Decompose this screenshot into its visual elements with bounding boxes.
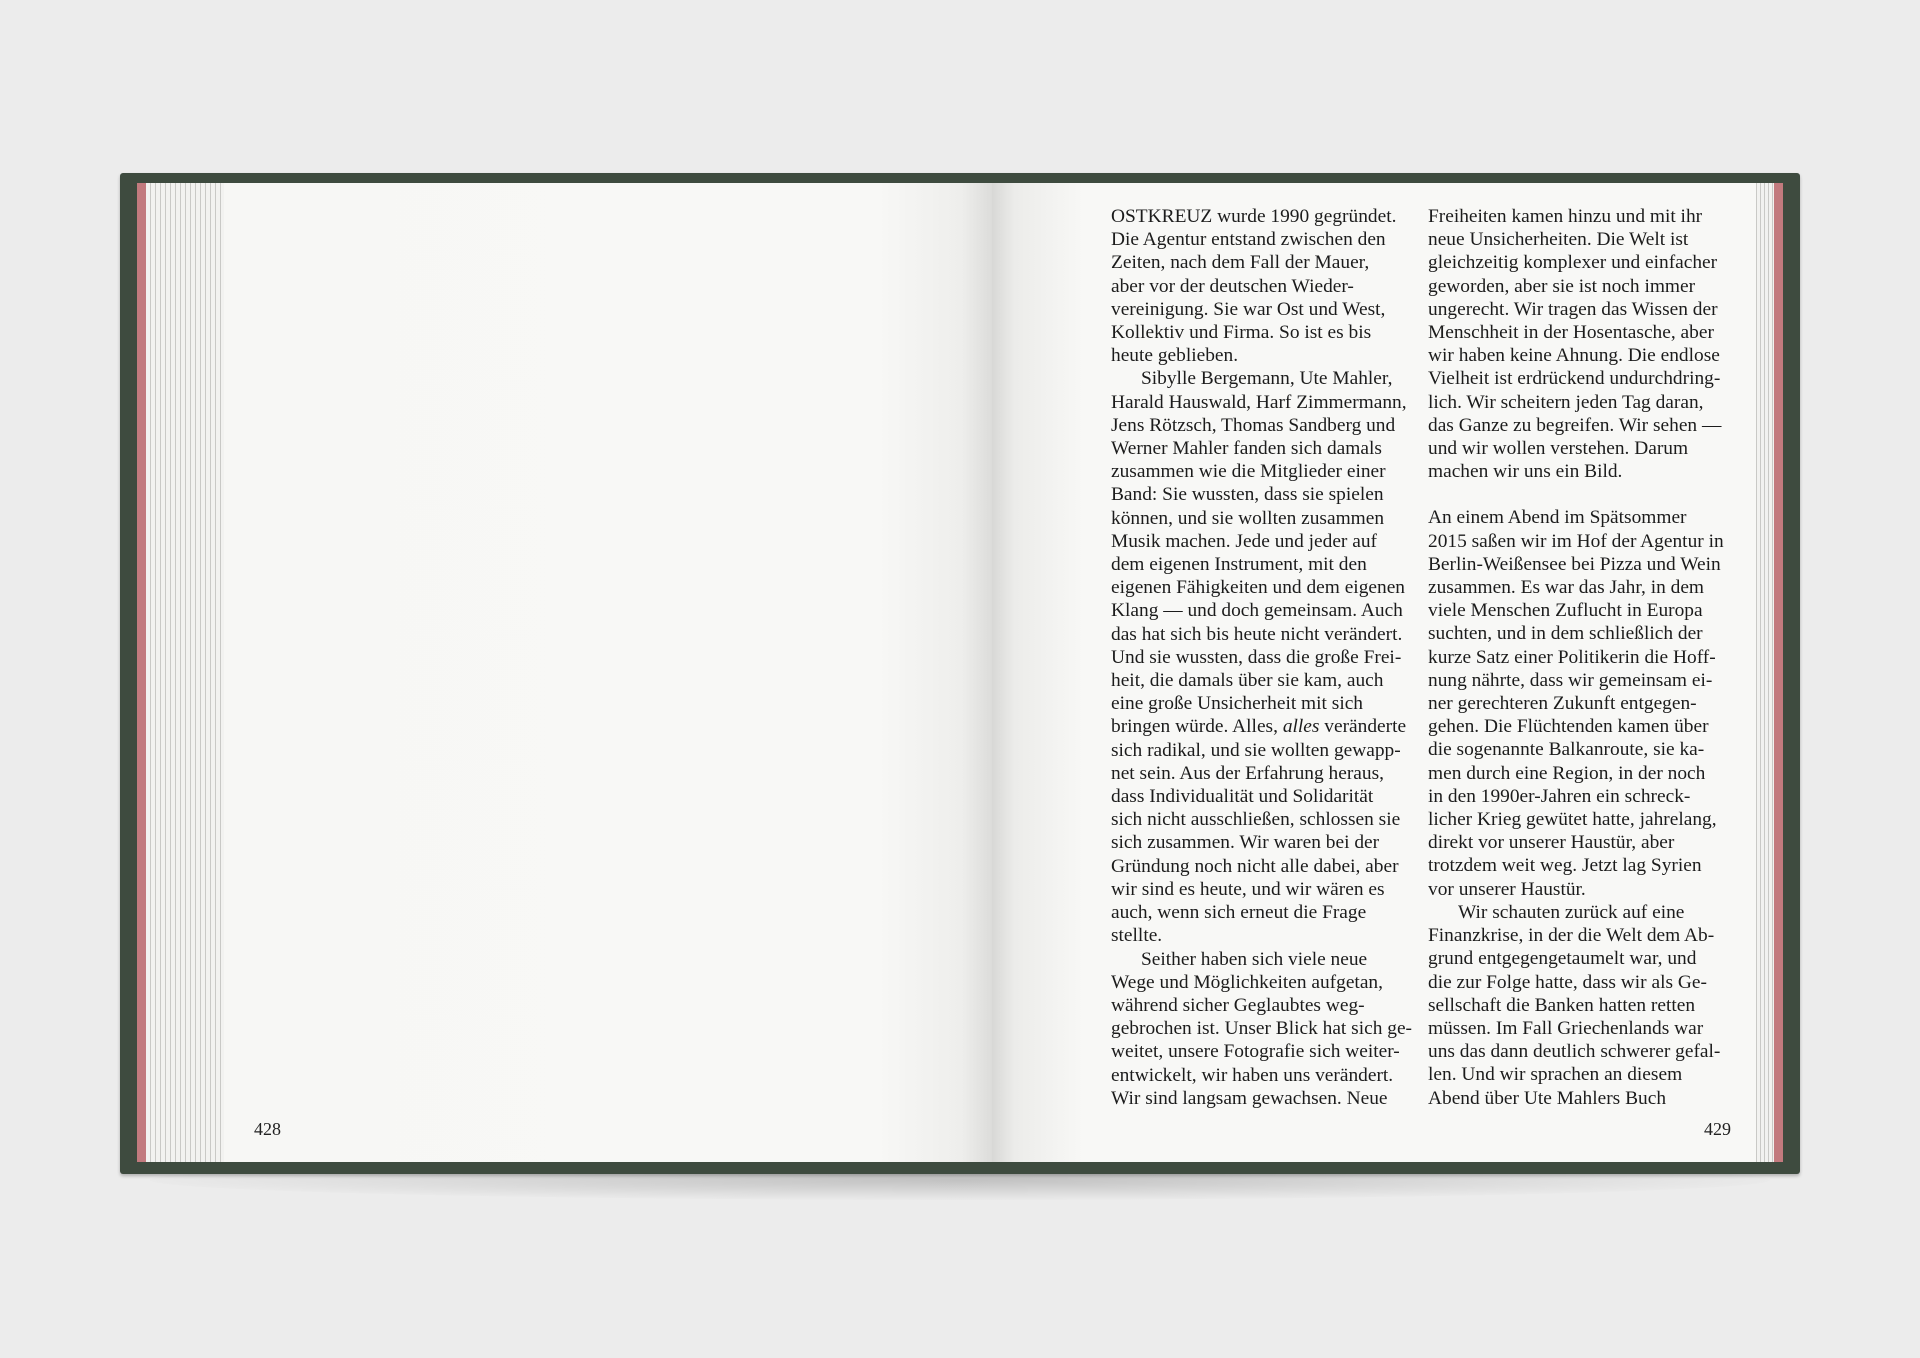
right-headband bbox=[1773, 183, 1783, 1162]
left-page-number: 428 bbox=[254, 1119, 281, 1139]
paragraph bbox=[1111, 367, 1431, 947]
paragraph: OSTKREUZ wurde 1990 gegründet. Die Agentur entstand zwischen den Zeiten, nach dem Fall der Mauer, aber vor der deutschen Wieder- vereinigung. Sie war Ost und West, Kollektiv und Firma. So ist es bis heute geblieben. bbox=[1111, 206, 1397, 367]
right-page-number: 429 bbox=[1704, 1119, 1731, 1139]
italic-emphasis: alles bbox=[1282, 716, 1320, 738]
paragraph: Seither haben sich viele neue Wege und Möglichkeiten aufgetan, während sicher Geglaubtes weg- gebrochen ist. Unser Blick hat sich ge- weitet, unsere Fotografie sich weiter- entwickelt, wir haben uns verändert. Wir sind langsam gewachsen. Neue bbox=[1111, 948, 1413, 1109]
paragraph-text-continued: veränderte sich radikal, und sie wollten gewapp- net sein. Aus der Erfahrung heraus, dass Individualität und Solidarität sich nicht ausschließen, schlossen sie sich zusammen. Wir waren bei der Gründung noch nicht alle dabei, aber wir sind es heute, und wir wären es auch, wenn sich erneut die Frage stellte. bbox=[1111, 716, 1407, 947]
right-page-edges bbox=[1756, 183, 1774, 1162]
paragraph: An einem Abend im Spätsommer 2015 saßen wir im Hof der Agentur in Berlin-Weißensee bei Pizza und Wein zusammen. Es war das Jahr, in dem viele Menschen Zuflucht in Europa suchten, und in dem schließlich der kurze Satz einer Politikerin die Hoff- nung nährte, dass wir gemeinsam ei- ner gerechteren Zukunft entgegen- gehen. Die Flüchtenden kamen über die sogenannte Balkanroute, sie ka- men durch eine Region, in der noch in den 1990er-Jahren ein schreck- licher Krieg gewütet hatte, jahrelang, direkt vor unserer Haustür, aber trotzdem weit weg. Jetzt lag Syrien vor unserer Haustür. bbox=[1428, 507, 1724, 900]
paragraph: Freiheiten kamen hinzu und mit ihr neue Unsicherheiten. Die Welt ist gleichzeitig komplexer und einfacher geworden, aber sie ist noch immer ungerecht. Wir tragen das Wissen der Menschheit in der Hosentasche, aber wir haben keine Ahnung. Die endlose Vielheit ist erdrückend undurchdring- lich. Wir scheitern jeden Tag daran, das Ganze zu begreifen. Wir sehen — und wir wollen verstehen. Darum machen wir uns ein Bild. bbox=[1428, 206, 1722, 483]
left-page-edges bbox=[146, 183, 226, 1162]
left-page bbox=[224, 183, 992, 1162]
paragraph: Wir schauten zurück auf eine Finanzkrise, in der die Welt dem Ab- grund entgegengetaumelt war, und die zur Folge hatte, dass wir als Ge- sellschaft die Banken hatten retten müssen. Im Fall Griechenlands war uns das dann deutlich schwerer gefal- len. Und wir sprachen an diesem Abend über Ute Mahlers Buch bbox=[1428, 901, 1721, 1109]
text-column-1 bbox=[1111, 205, 1431, 1110]
paragraph-text: Sibylle Bergemann, Ute Mahler, Harald Hauswald, Harf Zimmermann, Jens Rötzsch, Thomas Sandberg und Werner Mahler fanden sich damals zusammen wie die Mitglieder einer Band: Sie wussten, dass sie spielen können, und sie wollten zusammen Musik machen. Jede und jeder auf dem eigenen Instrument, mit den eigenen Fähigkeiten und dem eigenen Klang — und doch gemeinsam. Auch das hat sich bis heute nicht verändert. Und sie wussten, dass die große Frei- heit, die damals über sie kam, auch eine große Unsicherheit mit sich bringen würde. Alles, bbox=[1111, 368, 1407, 738]
text-column-2 bbox=[1428, 205, 1748, 1110]
